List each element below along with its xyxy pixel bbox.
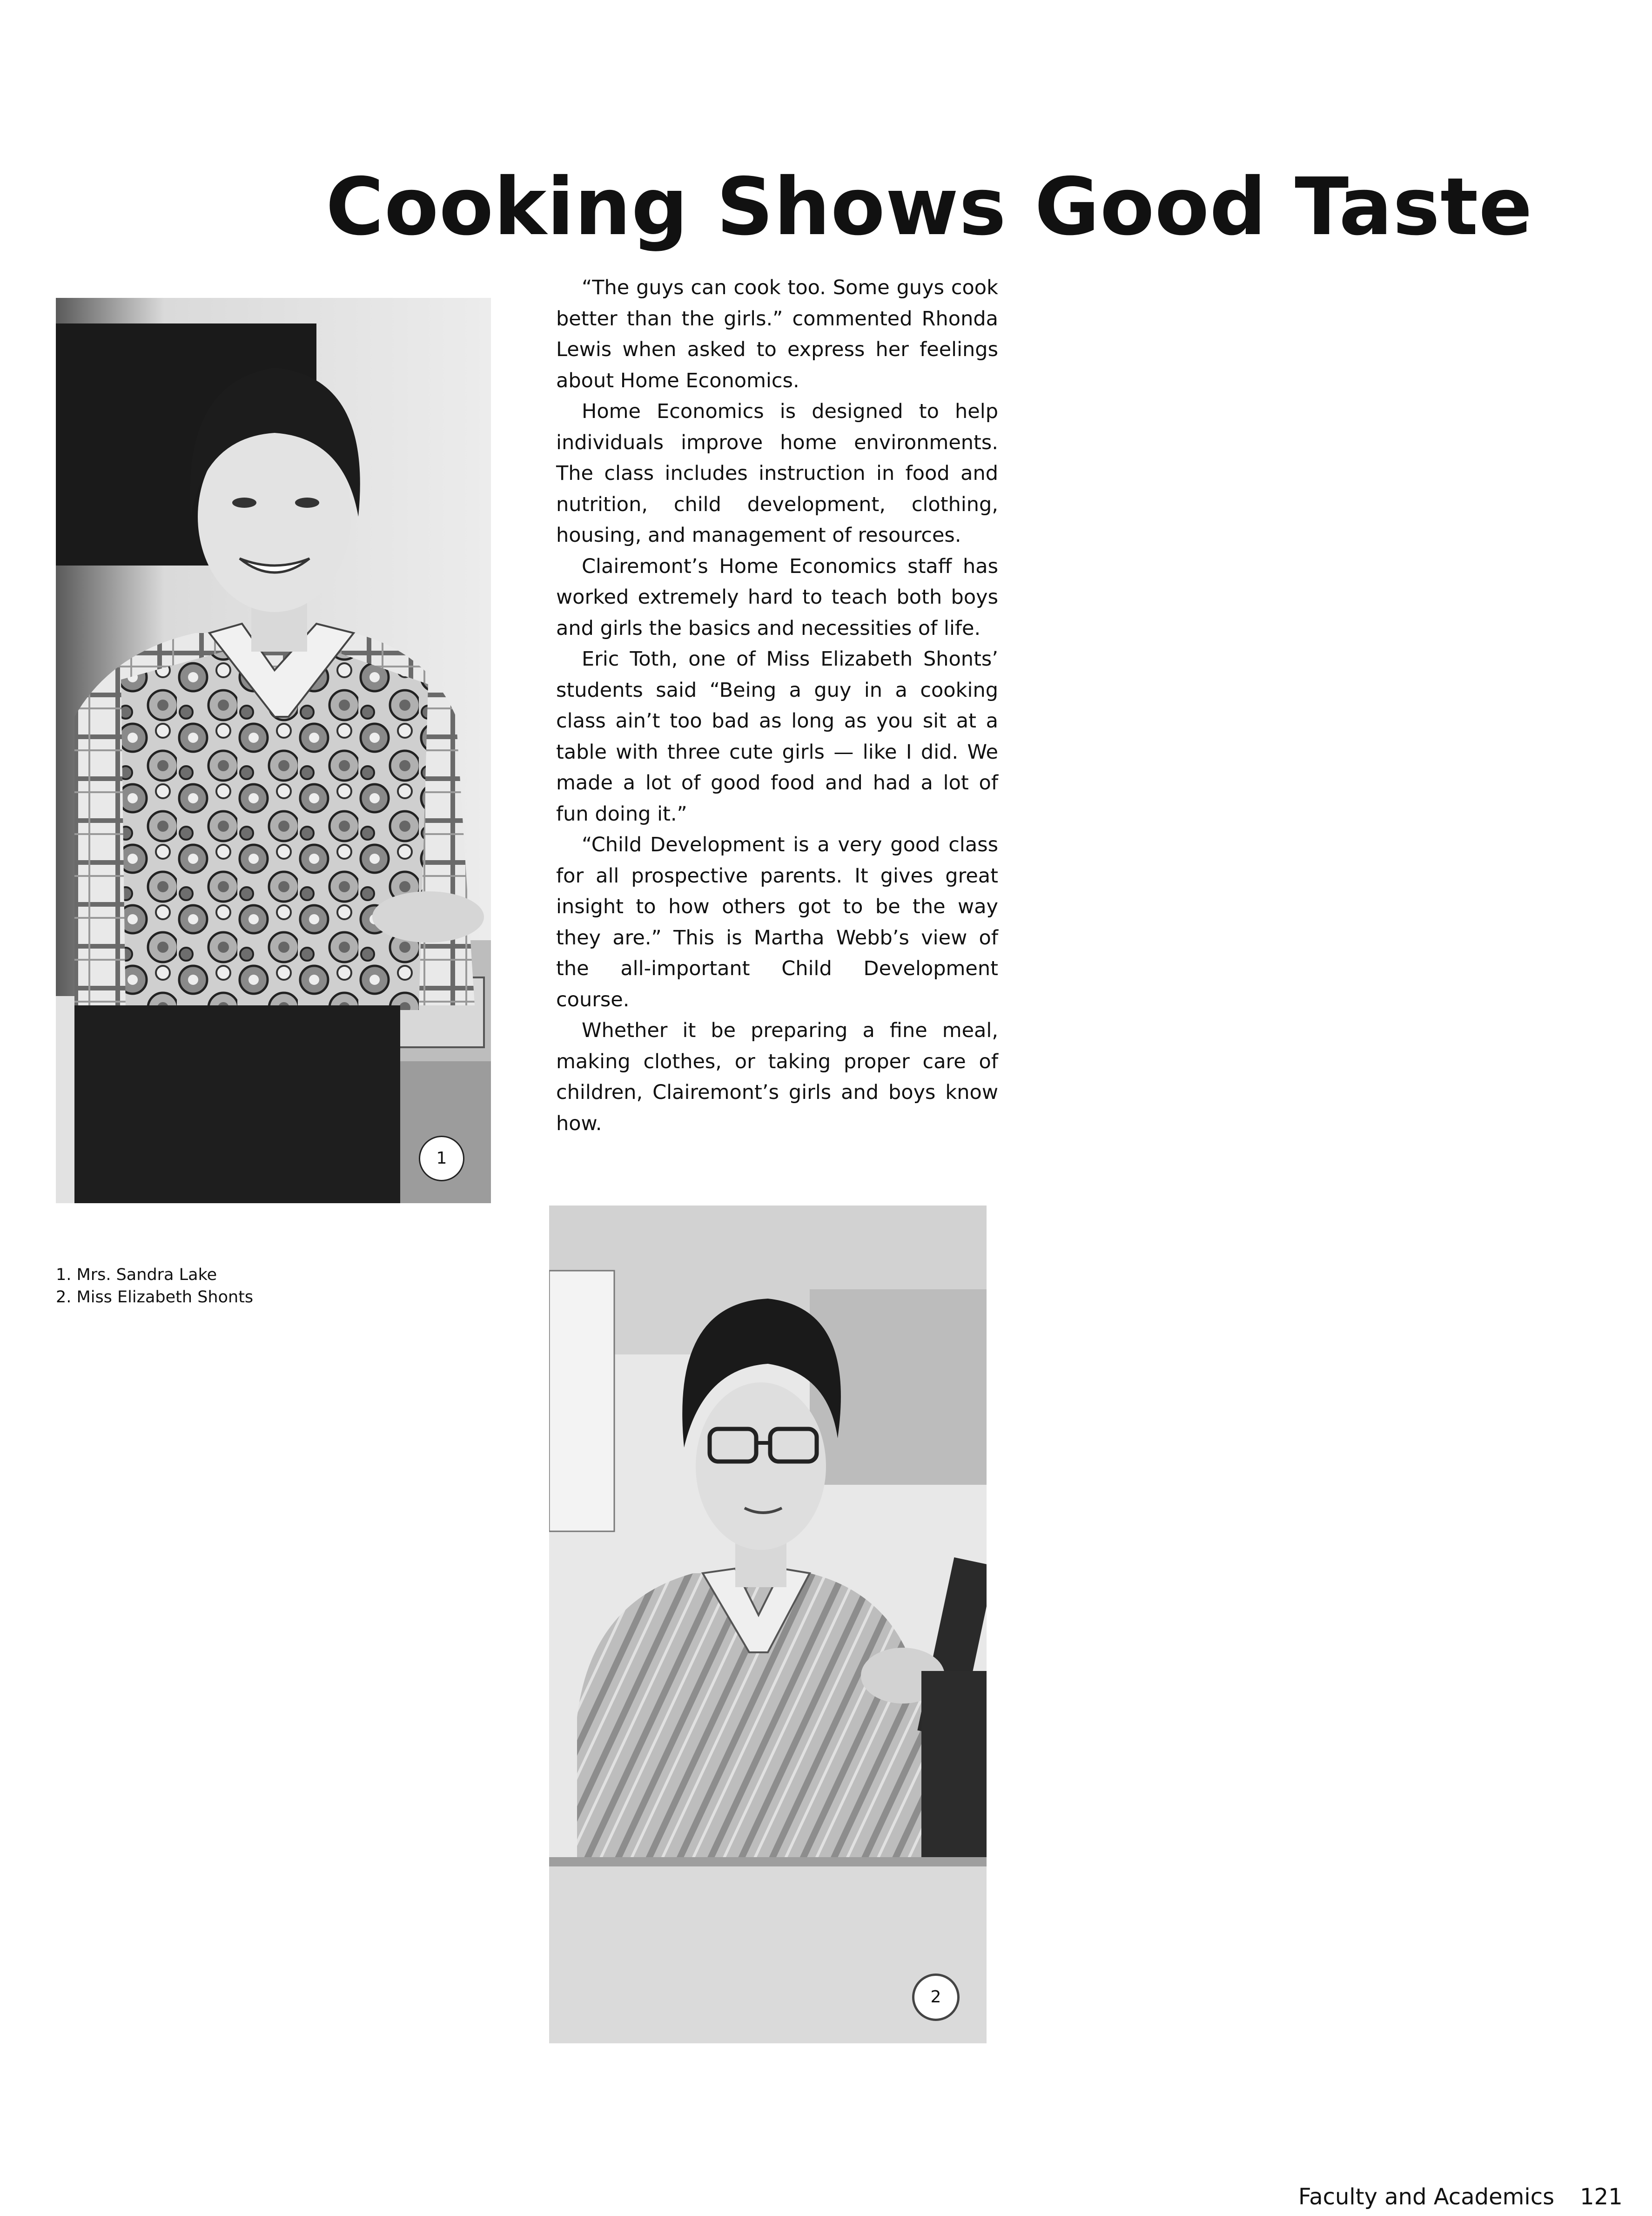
paragraph-4: Eric Toth, one of Miss Elizabeth Shonts’ students said “Being a guy in a cooking class ain’t too bad as long as you sit at a table with three cute girls — like I did. We made a lot of good food and had a lot of fun doing it.” [556, 647, 998, 826]
paragraph-3: Clairemont’s Home Economics staff has worked extremely hard to teach both boys and girls the basics and necessities of life. [556, 554, 998, 640]
photo-elizabeth-shonts [549, 1206, 987, 2043]
paragraph-1: “The guys can cook too. Some guys cook better than the girls.” commented Rhonda Lewis when asked to express her feelings about Home Economics. [556, 276, 998, 392]
paragraph-5: “Child Development is a very good class for all prospective parents. It gives great insight to how others got to be the way they are.” This is Martha Webb’s view of the all-important Child Development course. [556, 833, 998, 1011]
photo-1-image [56, 298, 491, 1203]
page-number: 121 [1580, 2184, 1623, 2210]
photo-2-image [549, 1206, 987, 2043]
page-footer [1298, 2183, 1623, 2211]
footer-section: Faculty and Academics [1298, 2184, 1555, 2210]
caption-2: 2. Miss Elizabeth Shonts [56, 1288, 254, 1307]
photo-1-badge: 1 [419, 1136, 464, 1181]
article-body [556, 272, 998, 1139]
photo-2-badge: 2 [912, 1974, 960, 2021]
page-title: Cooking Shows Good Taste [326, 161, 1533, 253]
paragraph-6: Whether it be preparing a fine meal, making clothes, or taking proper care of children, Clairemont’s girls and boys know how. [556, 1019, 998, 1135]
paragraph-2: Home Economics is designed to help individuals improve home environments. The class includes instruction in food and nutrition, child development, clothing, housing, and management of resources. [556, 400, 998, 547]
photo-sandra-lake [56, 298, 491, 1203]
photo-captions [56, 1264, 289, 1308]
caption-1: 1. Mrs. Sandra Lake [56, 1266, 217, 1284]
